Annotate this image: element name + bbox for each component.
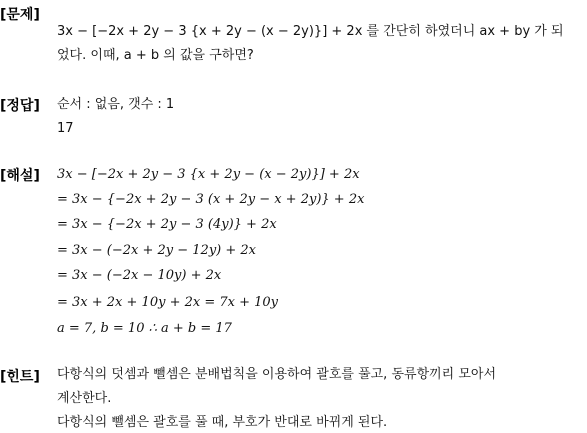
solution-line-1: 3x − [−2x + 2y − 3 {x + 2y − (x − 2y)}] + 2x [57,167,360,182]
solution-line-5: = 3x − (−2x − 10y) + 2x [57,268,222,283]
problem-line-1: 3x − [−2x + 2y − 3 {x + 2y − (x − 2y)}] + 2x 를 간단히 하였더니 ax + by 가 되 [57,24,564,39]
answer-value: 17 [57,121,74,136]
problem-label: [문제] [0,7,40,23]
hint-line-2: 계산한다. [57,391,112,406]
answer-label: [정답] [0,98,40,114]
solution-line-4: = 3x − (−2x + 2y − 12y) + 2x [57,243,256,258]
solution-line-3: = 3x − {−2x + 2y − 3 (4y)} + 2x [57,217,277,232]
hint-line-3: 다항식의 뺄셈은 괄호를 풀 때, 부호가 반대로 바뀌게 된다. [57,415,388,430]
hint-label: [힌트] [0,369,40,385]
answer-meta: 순서 : 없음, 갯수 : 1 [57,97,175,112]
solution-line-7: a = 7, b = 10 ∴ a + b = 17 [57,321,232,336]
solution-line-6: = 3x + 2x + 10y + 2x = 7x + 10y [57,295,278,310]
problem-line-2: 었다. 이때, a + b 의 값을 구하면? [57,48,254,63]
solution-line-2: = 3x − {−2x + 2y − 3 (x + 2y − x + 2y)} + 2x [57,192,365,207]
hint-line-1: 다항식의 덧셈과 뺄셈은 분배법칙을 이용하여 괄호를 풀고, 동류항끼리 모아서 [57,367,497,382]
solution-label: [해설] [0,168,40,184]
